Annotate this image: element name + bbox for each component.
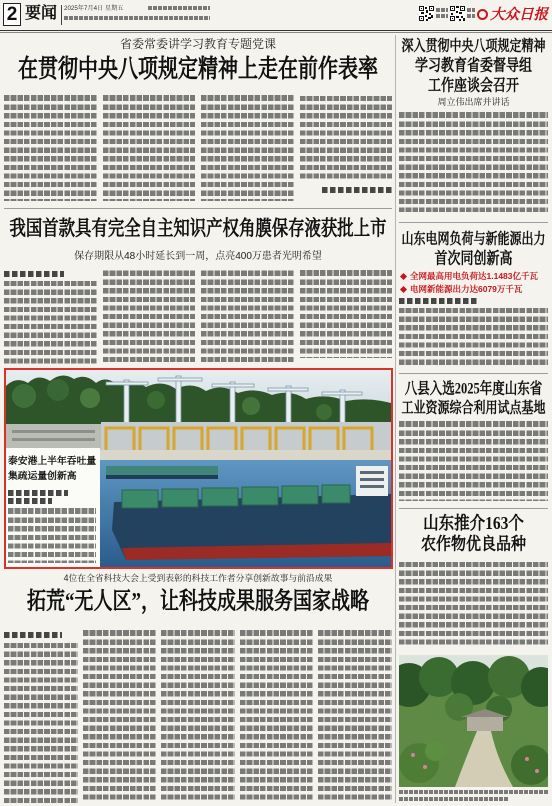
port-headline-line: 集疏运量创新高	[8, 471, 77, 482]
qr-code-icon	[419, 6, 434, 21]
grid-highlight	[399, 284, 548, 294]
port-headline-line: 泰安港上半年吞吐量	[8, 456, 97, 467]
supervision-subhead: 周立伟出席并讲话	[437, 97, 510, 107]
lead-headline: 在贯彻中央八项规定精神上走在前作表率	[18, 55, 378, 84]
article-text-column	[240, 630, 314, 803]
article-text-column	[8, 508, 96, 563]
grid-highlight-text: 电网新能源出力达6079万千瓦	[410, 284, 523, 294]
byline	[8, 490, 68, 496]
industry-headline-line: 工业资源综合利用试点基地	[401, 398, 546, 417]
garden-photo	[399, 655, 548, 787]
diamond-bullet-icon	[400, 273, 407, 280]
article-text-column	[399, 307, 548, 367]
hotline-line	[64, 16, 210, 21]
byline	[4, 271, 64, 277]
masthead-emblem-icon	[477, 9, 488, 20]
cornea-headline: 我国首款具有完全自主知识产权角膜保存液获批上市	[9, 216, 387, 241]
cornea-body	[4, 270, 392, 365]
page-number: 2	[3, 3, 21, 26]
article-text-column	[201, 95, 294, 201]
masthead-logo: 大众日报	[490, 7, 548, 23]
article-text-column	[161, 630, 235, 803]
header-divider	[61, 5, 62, 25]
article-text-column	[399, 561, 548, 647]
cornea-subhead: 保存期限从48小时延长到一周，点亮400万患者光明希望	[74, 251, 322, 262]
photo-caption	[399, 797, 509, 803]
article-text-column	[4, 95, 97, 201]
article-text-column	[399, 112, 548, 212]
section-rule	[399, 373, 548, 374]
supervision-headline-line: 工作座谈会召开	[427, 75, 519, 95]
port-photo-box	[4, 368, 393, 569]
article-text-column	[103, 270, 196, 365]
supervision-headline-line: 学习教育省委督导组	[414, 55, 532, 75]
section-name: 要闻	[25, 5, 58, 22]
qr-caption	[467, 8, 475, 18]
article-text-column	[83, 630, 157, 803]
article-text-column	[103, 95, 196, 201]
article-text-column	[300, 270, 393, 365]
header-rule	[0, 32, 552, 33]
article-text-column	[399, 421, 548, 501]
article-text-column	[318, 630, 392, 803]
science-headline: 拓荒“无人区”，让科技成果服务国家战略	[26, 588, 369, 615]
science-kicker: 4位在全省科技大会上受到表彰的科技工作者分享创新故事与前沿成果	[63, 573, 333, 583]
section-rule	[399, 508, 548, 509]
qr-code-icon	[450, 6, 465, 21]
supervision-headline-line: 深入贯彻中央八项规定精神	[401, 36, 546, 55]
lead-body	[4, 95, 392, 201]
article-text-column	[4, 630, 78, 803]
qr-caption	[436, 8, 448, 18]
byline	[8, 498, 52, 504]
science-body	[4, 630, 392, 803]
section-rule	[399, 222, 548, 223]
grid-headline-line: 山东电网负荷与新能源出力	[401, 229, 546, 248]
date-line: 2025年7月4日 星期五	[64, 5, 124, 12]
grid-headline-line: 首次同创新高	[434, 248, 513, 268]
section-rule	[4, 208, 392, 209]
seeds-headline-line: 农作物优良品种	[420, 535, 526, 555]
small-ship	[106, 466, 218, 479]
photo-caption	[399, 790, 548, 796]
byline	[322, 187, 392, 193]
byline	[4, 632, 62, 638]
seeds-headline-line: 山东推介163个	[423, 513, 524, 534]
grid-highlight-text: 全网最高用电负荷达1.1483亿千瓦	[410, 271, 538, 281]
article-text-column	[300, 95, 393, 201]
port-text-panel	[6, 448, 100, 567]
column-divider	[395, 35, 396, 803]
article-text-column	[201, 270, 294, 365]
grid-highlight	[399, 271, 548, 281]
industry-headline-line: 八县入选2025年度山东省	[404, 379, 543, 398]
diamond-bullet-icon	[400, 286, 407, 293]
article-text-column	[4, 270, 97, 365]
byline	[399, 298, 479, 304]
editor-line	[148, 6, 210, 11]
lead-kicker: 省委常委讲学习教育专题党课	[119, 37, 276, 51]
header-rule	[0, 30, 552, 31]
